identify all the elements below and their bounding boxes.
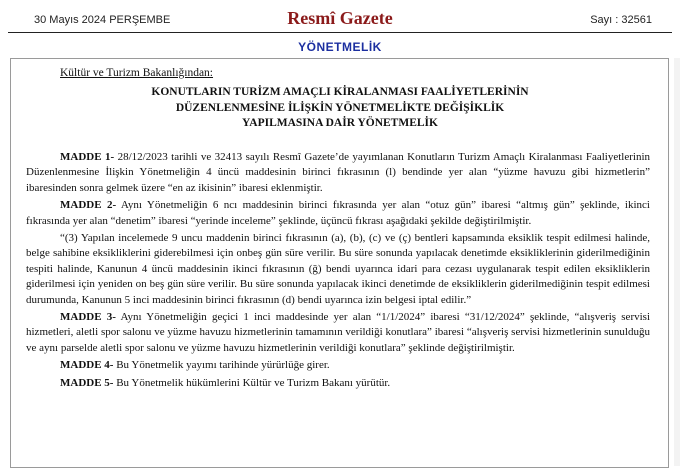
article-text: Aynı Yönetmeliğin geçici 1 inci maddesinde yer alan “1/1/2024” ibaresi “31/12/2024” şeklinde, “alışveriş servisi hizmetleri, aletli spor salonu ve yüzme havuzu hizmetlerinin tamamının verildiği konutlara” ibaresi “alışveriş servisi hizmetlerinin sunulduğu ve aynı parselde aletli spor salonu ve yüzme havuzu hizmetlerinin verildiği konutlara” şeklinde değiştirilmiştir. — [26, 311, 651, 354]
title-line: DÜZENLENMESİNE İLİŞKİN YÖNETMELİKTE DEĞİŞİKLİK — [175, 101, 505, 114]
title-line: YAPILMASINA DAİR YÖNETMELİK — [242, 117, 438, 129]
article-2-quote — [26, 231, 650, 308]
article-2 — [26, 198, 650, 229]
article-text: “(3) Yapılan incelemede 9 uncu maddenin birinci fıkrasının (a), (b), (c) ve (ç) bentleri kapsamında eksiklik tespit edilmesi halinde, belge sahibine eksikliklerini giderebilmesi için onbeş gün süre verilir. Bu süre sonunda yapılacak denetimde eksikliklerinin giderilmediğinin tespiti halinde, Kanunun 4 üncü maddesinin ikinci fıkrasının (ğ) bendi uyarınca idari para cezası uygulanarak tespit edilen eksikliklerin giderilmesi için yeniden on beş gün süre verilir. Bu süre sonunda yapılacak ikinci denetimde de eksikliklerin giderilmediğinin tespit edilmesi durumunda, Kanunun 5 inci maddesinin birinci fıkrasının (d) bendi uyarınca izin belgesi iptal edilir.” — [26, 232, 650, 306]
article-text: Bu Yönetmelik yayımı tarihinde yürürlüğe girer. — [113, 359, 330, 372]
regulation-title — [60, 85, 620, 132]
article-label: MADDE 2- — [60, 199, 117, 212]
article-label: MADDE 5- — [60, 376, 114, 389]
title-line: KONUTLARIN TURİZM AMAÇLI KİRALANMASI FAALİYETLERİNİN — [151, 86, 529, 98]
article-label: MADDE 1- — [60, 151, 115, 163]
article-text: Aynı Yönetmeliğin 6 ncı maddesinin birinci fıkrasında yer alan “otuz gün” ibaresi “altmış gün” şeklinde, ikinci fıkrasında yer alan “denetim” ibaresi “yerinde inceleme” şeklinde, üçüncü fıkrası aşağıdaki şekilde değiştirilmiştir. — [26, 199, 650, 227]
issue-number: Sayı : 32561 — [590, 14, 652, 26]
article-label: MADDE 4- — [60, 359, 114, 372]
article-text: 28/12/2023 tarihli ve 32413 sayılı Resmî Gazete’de yayımlanan Konutların Turizm Amaçlı Kiralanması Faaliyetlerinin Düzenlenmesine İlişkin Yönetmeliğin 4 üncü maddesinin birinci fıkrasının (l) bendinde yer alan “yüzme havuzu gibi hizmetlerin” ibaresinden sonra gelmek üzere “en az ikisinin” ibaresi eklenmiştir. — [26, 151, 650, 194]
article-4 — [26, 358, 650, 373]
article-label: MADDE 3- — [60, 311, 116, 324]
issue-date: 30 Mayıs 2024 PERŞEMBE — [34, 14, 171, 26]
issuing-ministry: Kültür ve Turizm Bakanlığından: — [60, 67, 214, 79]
article-text: Bu Yönetmelik hükümlerini Kültür ve Turizm Bakanı yürütür. — [113, 376, 391, 389]
scroll-track[interactable] — [674, 58, 680, 466]
article-5 — [26, 376, 650, 391]
section-heading: YÖNETMELİK — [298, 40, 382, 54]
paper-name: Resmî Gazete — [287, 8, 393, 28]
article-1 — [26, 150, 650, 196]
regulation-body — [26, 150, 650, 393]
article-3 — [26, 310, 650, 356]
masthead — [8, 4, 672, 33]
